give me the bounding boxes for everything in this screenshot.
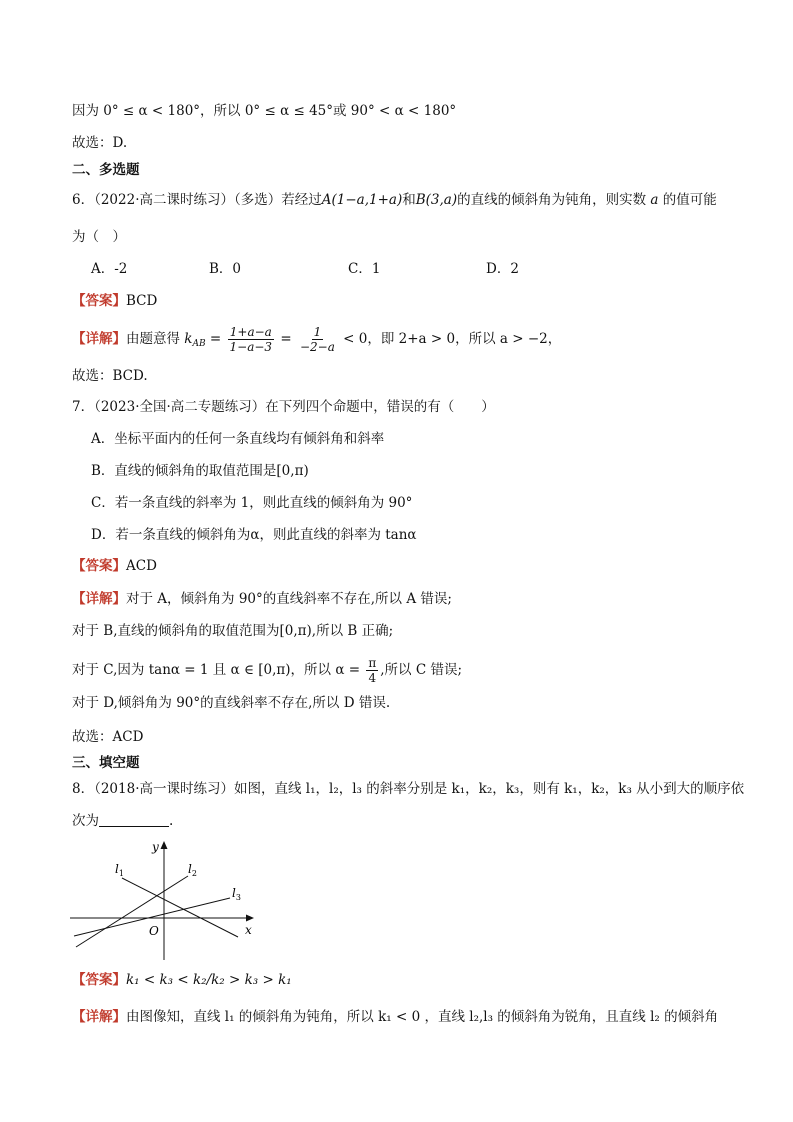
q7-detail3b: ,所以 C 错误; bbox=[380, 662, 463, 678]
q6-k-sub: AB bbox=[192, 339, 206, 349]
q8-answer: k₁ < k₃ < k₂/k₂ > k₃ > k₁ bbox=[126, 972, 292, 988]
q7-option-a: A．坐标平面内的任何一条直线均有倾斜角和斜率 bbox=[91, 431, 385, 447]
detail-tag: 【详解】 bbox=[72, 591, 126, 607]
q7-option-c: C．若一条直线的斜率为 1，则此直线的倾斜角为 90° bbox=[91, 495, 413, 511]
q6-option-a: A．-2 bbox=[91, 261, 128, 277]
line-l2 bbox=[76, 876, 188, 947]
q6-answer-row bbox=[72, 291, 157, 311]
q6-detail-row: 【详解】由题意得 $k_{AB}$ = $\frac{1+a-a}{1-a-3}$ = $\frac{1}{-2-a}$ < 0，即 2+a > 0，所以 a > −2， bbox=[72, 325, 562, 354]
line-l1 bbox=[122, 878, 238, 937]
y-axis-arrow bbox=[161, 841, 168, 849]
q6-option-c: C．1 bbox=[348, 261, 381, 277]
x-axis-label: x bbox=[245, 923, 252, 937]
q7-option-b: B．直线的倾斜角的取值范围是[0,π) bbox=[91, 463, 309, 479]
q6-stem-cont: 为（ ） bbox=[72, 229, 126, 245]
q6-option-b: B．0 bbox=[209, 261, 242, 277]
q6-stem bbox=[72, 190, 717, 210]
q7-answer: ACD bbox=[126, 558, 157, 574]
answer-tag: 【答案】 bbox=[72, 972, 126, 988]
q6-stem-c: 的值可能 bbox=[662, 192, 717, 208]
q8-answer-row bbox=[72, 970, 292, 990]
q7-answer-row bbox=[72, 556, 157, 576]
q6-point-b: B(3,a) bbox=[415, 192, 458, 208]
q8-detail-row bbox=[72, 1007, 718, 1027]
q8-stem-b: 次为 bbox=[72, 813, 99, 829]
q7-detail-row1 bbox=[72, 589, 452, 609]
q8-detail: 由图像知，直线 l₁ 的倾斜角为钝角，所以 k₁ < 0 ，直线 l₂,l₃ 的倾斜角为锐角，且直线 l₂ 的倾斜角 bbox=[126, 1009, 719, 1025]
q7-detail4: 对于 D,倾斜角为 90°的直线斜率不存在,所以 D 错误. bbox=[72, 695, 391, 711]
answer-tag: 【答案】 bbox=[72, 293, 126, 309]
q6-point-a: A(1−a,1+a) bbox=[321, 192, 403, 208]
q8-line-figure bbox=[62, 835, 268, 963]
origin-label: O bbox=[149, 924, 159, 938]
q6-answer: BCD bbox=[126, 293, 158, 309]
prev-answer: 故选：D. bbox=[72, 135, 128, 151]
q6-detail-a: 由题意得 bbox=[126, 331, 180, 347]
q8-stem-end: . bbox=[169, 813, 174, 829]
q7-option-d: D．若一条直线的倾斜角为α，则此直线的斜率为 tanα bbox=[91, 527, 417, 543]
label-l1: $l_1$ bbox=[115, 862, 124, 878]
label-l3: $l_3$ bbox=[232, 886, 241, 902]
q8-stem-cont bbox=[72, 811, 173, 831]
detail-tag: 【详解】 bbox=[72, 331, 126, 347]
q7-final: 故选：ACD bbox=[72, 729, 144, 745]
q8-stem: 8．（2018·高一课时练习）如图，直线 l₁，l₂，l₃ 的斜率分别是 k₁，k₂，k₃，则有 k₁，k₂，k₃ 从小到大的顺序依 bbox=[72, 781, 745, 797]
q7-stem: 7．（2023·全国·高二专题练习）在下列四个命题中，错误的有（ ） bbox=[72, 399, 495, 415]
answer-blank[interactable] bbox=[99, 812, 169, 827]
q6-stem-b: 的直线的倾斜角为钝角，则实数 bbox=[457, 192, 647, 208]
y-axis-label: y bbox=[152, 840, 159, 854]
q6-var: a bbox=[650, 192, 659, 208]
detail-tag: 【详解】 bbox=[72, 1009, 126, 1025]
q6-final: 故选：BCD. bbox=[72, 368, 148, 384]
label-l2: $l_2$ bbox=[188, 862, 197, 878]
q6-stem-and: 和 bbox=[402, 192, 416, 208]
q7-detail3a: 对于 C,因为 tanα = 1 且 α ∈ [0,π)，所以 α = bbox=[72, 662, 361, 678]
section-title-fill-blank: 三、填空题 bbox=[72, 755, 140, 771]
q6-detail-b: < 0，即 2+a > 0，所以 a > −2， bbox=[343, 331, 562, 347]
q6-frac2: $\frac{1}{-2-a}$ bbox=[299, 325, 335, 354]
q7-detail2: 对于 B,直线的倾斜角的取值范围为[0,π),所以 B 正确; bbox=[72, 623, 394, 639]
q6-frac1: $\frac{1+a-a}{1-a-3}$ bbox=[229, 325, 273, 354]
q7-detail-row3 bbox=[72, 656, 462, 685]
q6-stem-a: 6．（2022·高二课时练习）（多选）若经过 bbox=[72, 192, 322, 208]
x-axis-arrow bbox=[246, 915, 254, 922]
q7-frac: $\frac{\pi}{4}$ bbox=[368, 656, 377, 685]
q6-option-d: D．2 bbox=[486, 261, 519, 277]
prev-solution-line: 因为 0° ≤ α < 180°，所以 0° ≤ α ≤ 45°或 90° < α < 180° bbox=[72, 103, 457, 119]
section-title-multi-choice: 二、多选题 bbox=[72, 162, 140, 178]
q7-detail1: 对于 A，倾斜角为 90°的直线斜率不存在,所以 A 错误; bbox=[126, 591, 452, 607]
answer-tag: 【答案】 bbox=[72, 558, 126, 574]
